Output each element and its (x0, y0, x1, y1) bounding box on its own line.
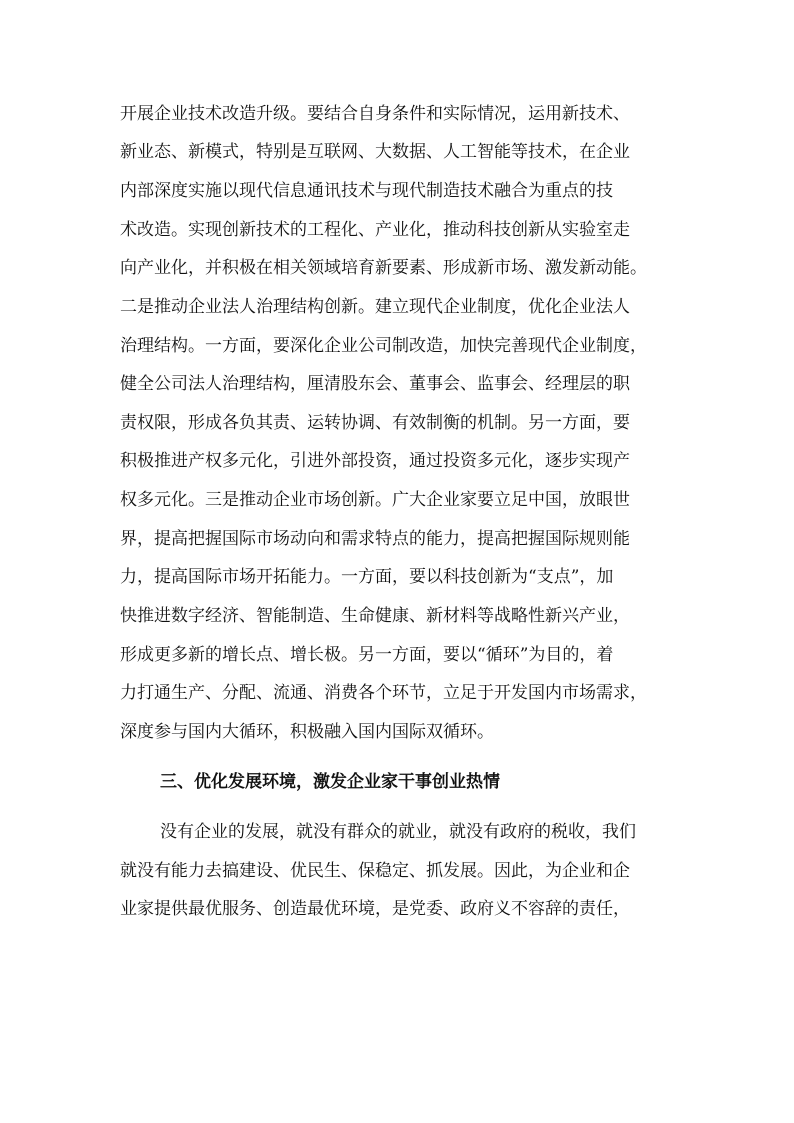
paragraph-line: 术改造。实现创新技术的工程化、产业化，推动科技创新从实验室走 (120, 220, 630, 240)
paragraph-line: 健全公司法人治理结构，厘清股东会、董事会、监事会、经理层的职 (120, 374, 630, 394)
paragraph-line: 力，提高国际市场开拓能力。一方面，要以科技创新为“支点”，加 (120, 567, 614, 587)
paragraph-line: 责权限，形成各负其责、运转协调、有效制衡的机制。另一方面，要 (120, 413, 630, 433)
paragraph-line: 开展企业技术改造升级。要结合自身条件和实际情况，运用新技术、 (120, 104, 630, 124)
paragraph-line: 快推进数字经济、智能制造、生命健康、新材料等战略性新兴产业， (120, 606, 630, 626)
paragraph-line: 没有企业的发展，就没有群众的就业，就没有政府的税收，我们 (160, 822, 636, 842)
paragraph-line: 就没有能力去搞建设、优民生、保稳定、抓发展。因此，为企业和企 (120, 861, 630, 881)
paragraph-line: 积极推进产权多元化，引进外部投资，通过投资多元化，逐步实现产 (120, 451, 630, 471)
section-heading: 三、优化发展环境，激发企业家干事创业热情 (160, 772, 500, 792)
paragraph-line: 业家提供最优服务、创造最优环境，是党委、政府义不容辞的责任， (120, 899, 630, 919)
paragraph-line: 权多元化。三是推动企业市场创新。广大企业家要立足中国，放眼世 (120, 490, 630, 510)
paragraph-line: 力打通生产、分配、流通、消费各个环节，立足于开发国内市场需求， (120, 683, 647, 703)
paragraph-line: 向产业化，并积极在相关领域培育新要素、形成新市场、激发新动能。 (120, 258, 647, 278)
paragraph-line: 界，提高把握国际市场动向和需求特点的能力，提高把握国际规则能 (120, 529, 630, 549)
paragraph-line: 形成更多新的增长点、增长极。另一方面，要以“循环”为目的，着 (120, 645, 614, 665)
paragraph-line: 治理结构。一方面，要深化企业公司制改造，加快完善现代企业制度， (120, 336, 647, 356)
paragraph-line: 新业态、新模式，特别是互联网、大数据、人工智能等技术，在企业 (120, 142, 630, 162)
paragraph-line: 深度参与国内大循环，积极融入国内国际双循环。 (120, 722, 494, 742)
paragraph-line: 二是推动企业法人治理结构创新。建立现代企业制度，优化企业法人 (120, 297, 630, 317)
paragraph-line: 内部深度实施以现代信息通讯技术与现代制造技术融合为重点的技 (120, 181, 613, 201)
